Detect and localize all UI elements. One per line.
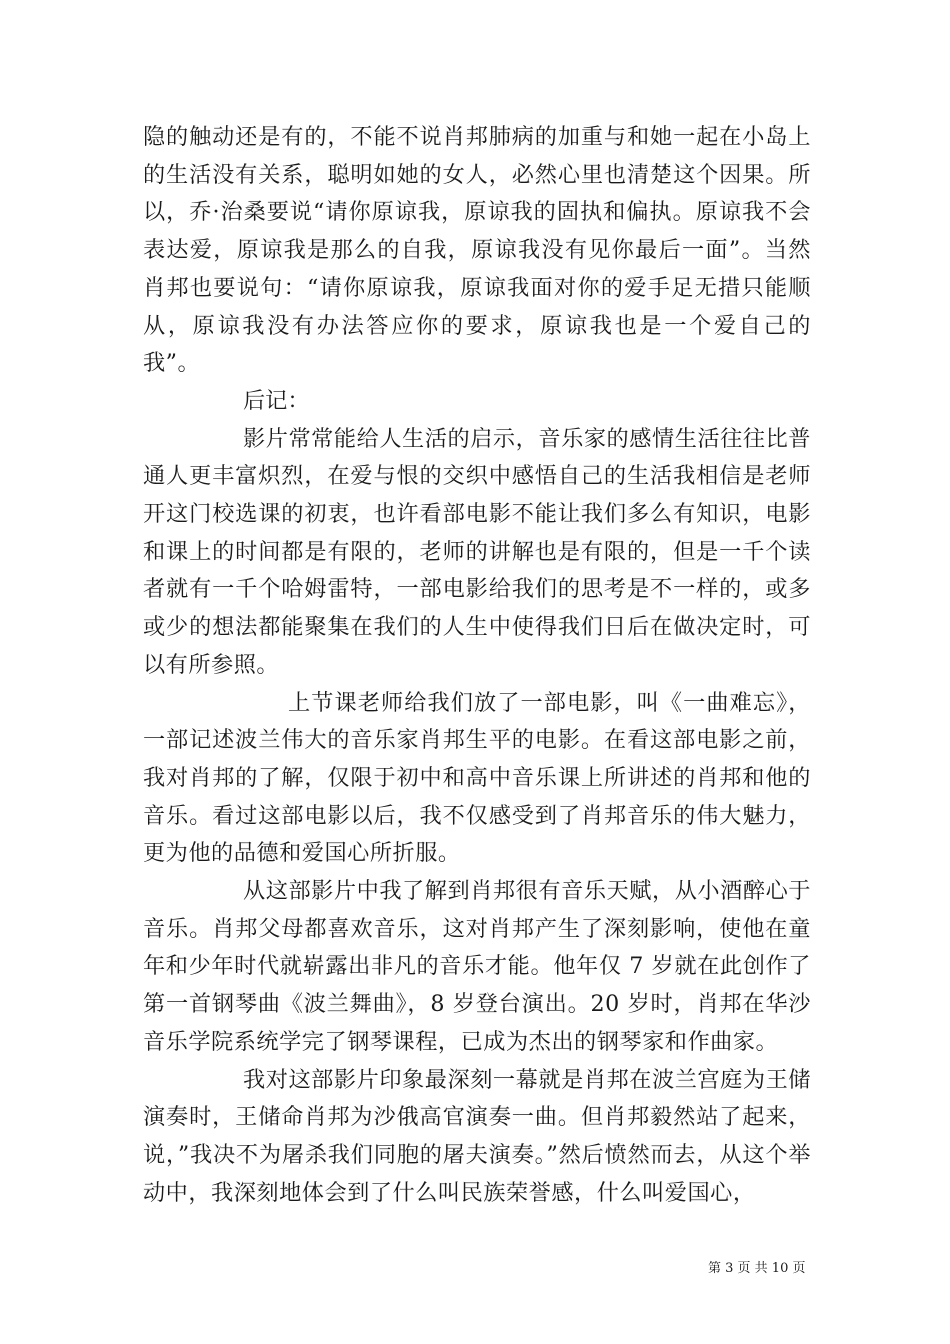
- paragraph-talent: 从这部影片中我了解到肖邦很有音乐天赋，从小酒醉心于音乐。肖邦父母都喜欢音乐，这对肖邦产生了深刻影响，使他在童年和少年时代就崭露出非凡的音乐才能。他年仅 7 岁就在此创作了第一首钢琴曲《波兰舞曲》，8 岁登台演出。20 岁时，肖邦在华沙音乐学院系统学完了钢琴课程，已成为杰出的钢琴家和作曲家。: [143, 878, 811, 1055]
- document-body: [143, 119, 811, 1212]
- postscript-heading: 后记：: [243, 387, 310, 414]
- paragraph-intro: 上节课老师给我们放了一部电影，叫《一曲难忘》，一部记述波兰伟大的音乐家肖邦生平的电影。在看这部电影之前，我对肖邦的了解，仅限于初中和高中音乐课上所讲述的肖邦和他的音乐。看过这部电影以后，我不仅感受到了肖邦音乐的伟大魅力，更为他的品德和爱国心所折服。: [143, 689, 811, 867]
- paragraph-continued: 隐的触动还是有的，不能不说肖邦肺病的加重与和她一起在小岛上的生活没有关系，聪明如她的女人，必然心里也清楚这个因果。所以，乔·治桑要说“请你原谅我，原谅我的固执和偏执。原谅我不会表达爱，原谅我是那么的自我，原谅我没有见你最后一面”。当然肖邦也要说句：“请你原谅我，原谅我面对你的爱手足无措只能顺从，原谅我没有办法答应你的要求，原谅我也是一个爱自己的我”。: [143, 124, 811, 377]
- paragraph-postscript: 影片常常能给人生活的启示，音乐家的感情生活往往比普通人更丰富炽烈，在爱与恨的交织中感悟自己的生活我相信是老师开这门校选课的初衷，也许看部电影不能让我们多么有知识，电影和课上的时间都是有限的，老师的讲解也是有限的，但是一千个读者就有一千个哈姆雷特，一部电影给我们的思考是不一样的，或多或少的想法都能聚集在我们的人生中使得我们日后在做决定时，可以有所参照。: [143, 425, 811, 678]
- page-number-footer: 第 3 页 共 10 页: [708, 1261, 806, 1276]
- paragraph-memorable-scene: 我对这部影片印象最深刻一幕就是肖邦在波兰宫庭为王储演奏时，王储命肖邦为沙俄高官演奏一曲。但肖邦毅然站了起来，说，”我决不为屠杀我们同胞的屠夫演奏。”然后愤然而去，从这个举动中，我深刻地体会到了什么叫民族荣誉感，什么叫爱国心，: [143, 1066, 811, 1206]
